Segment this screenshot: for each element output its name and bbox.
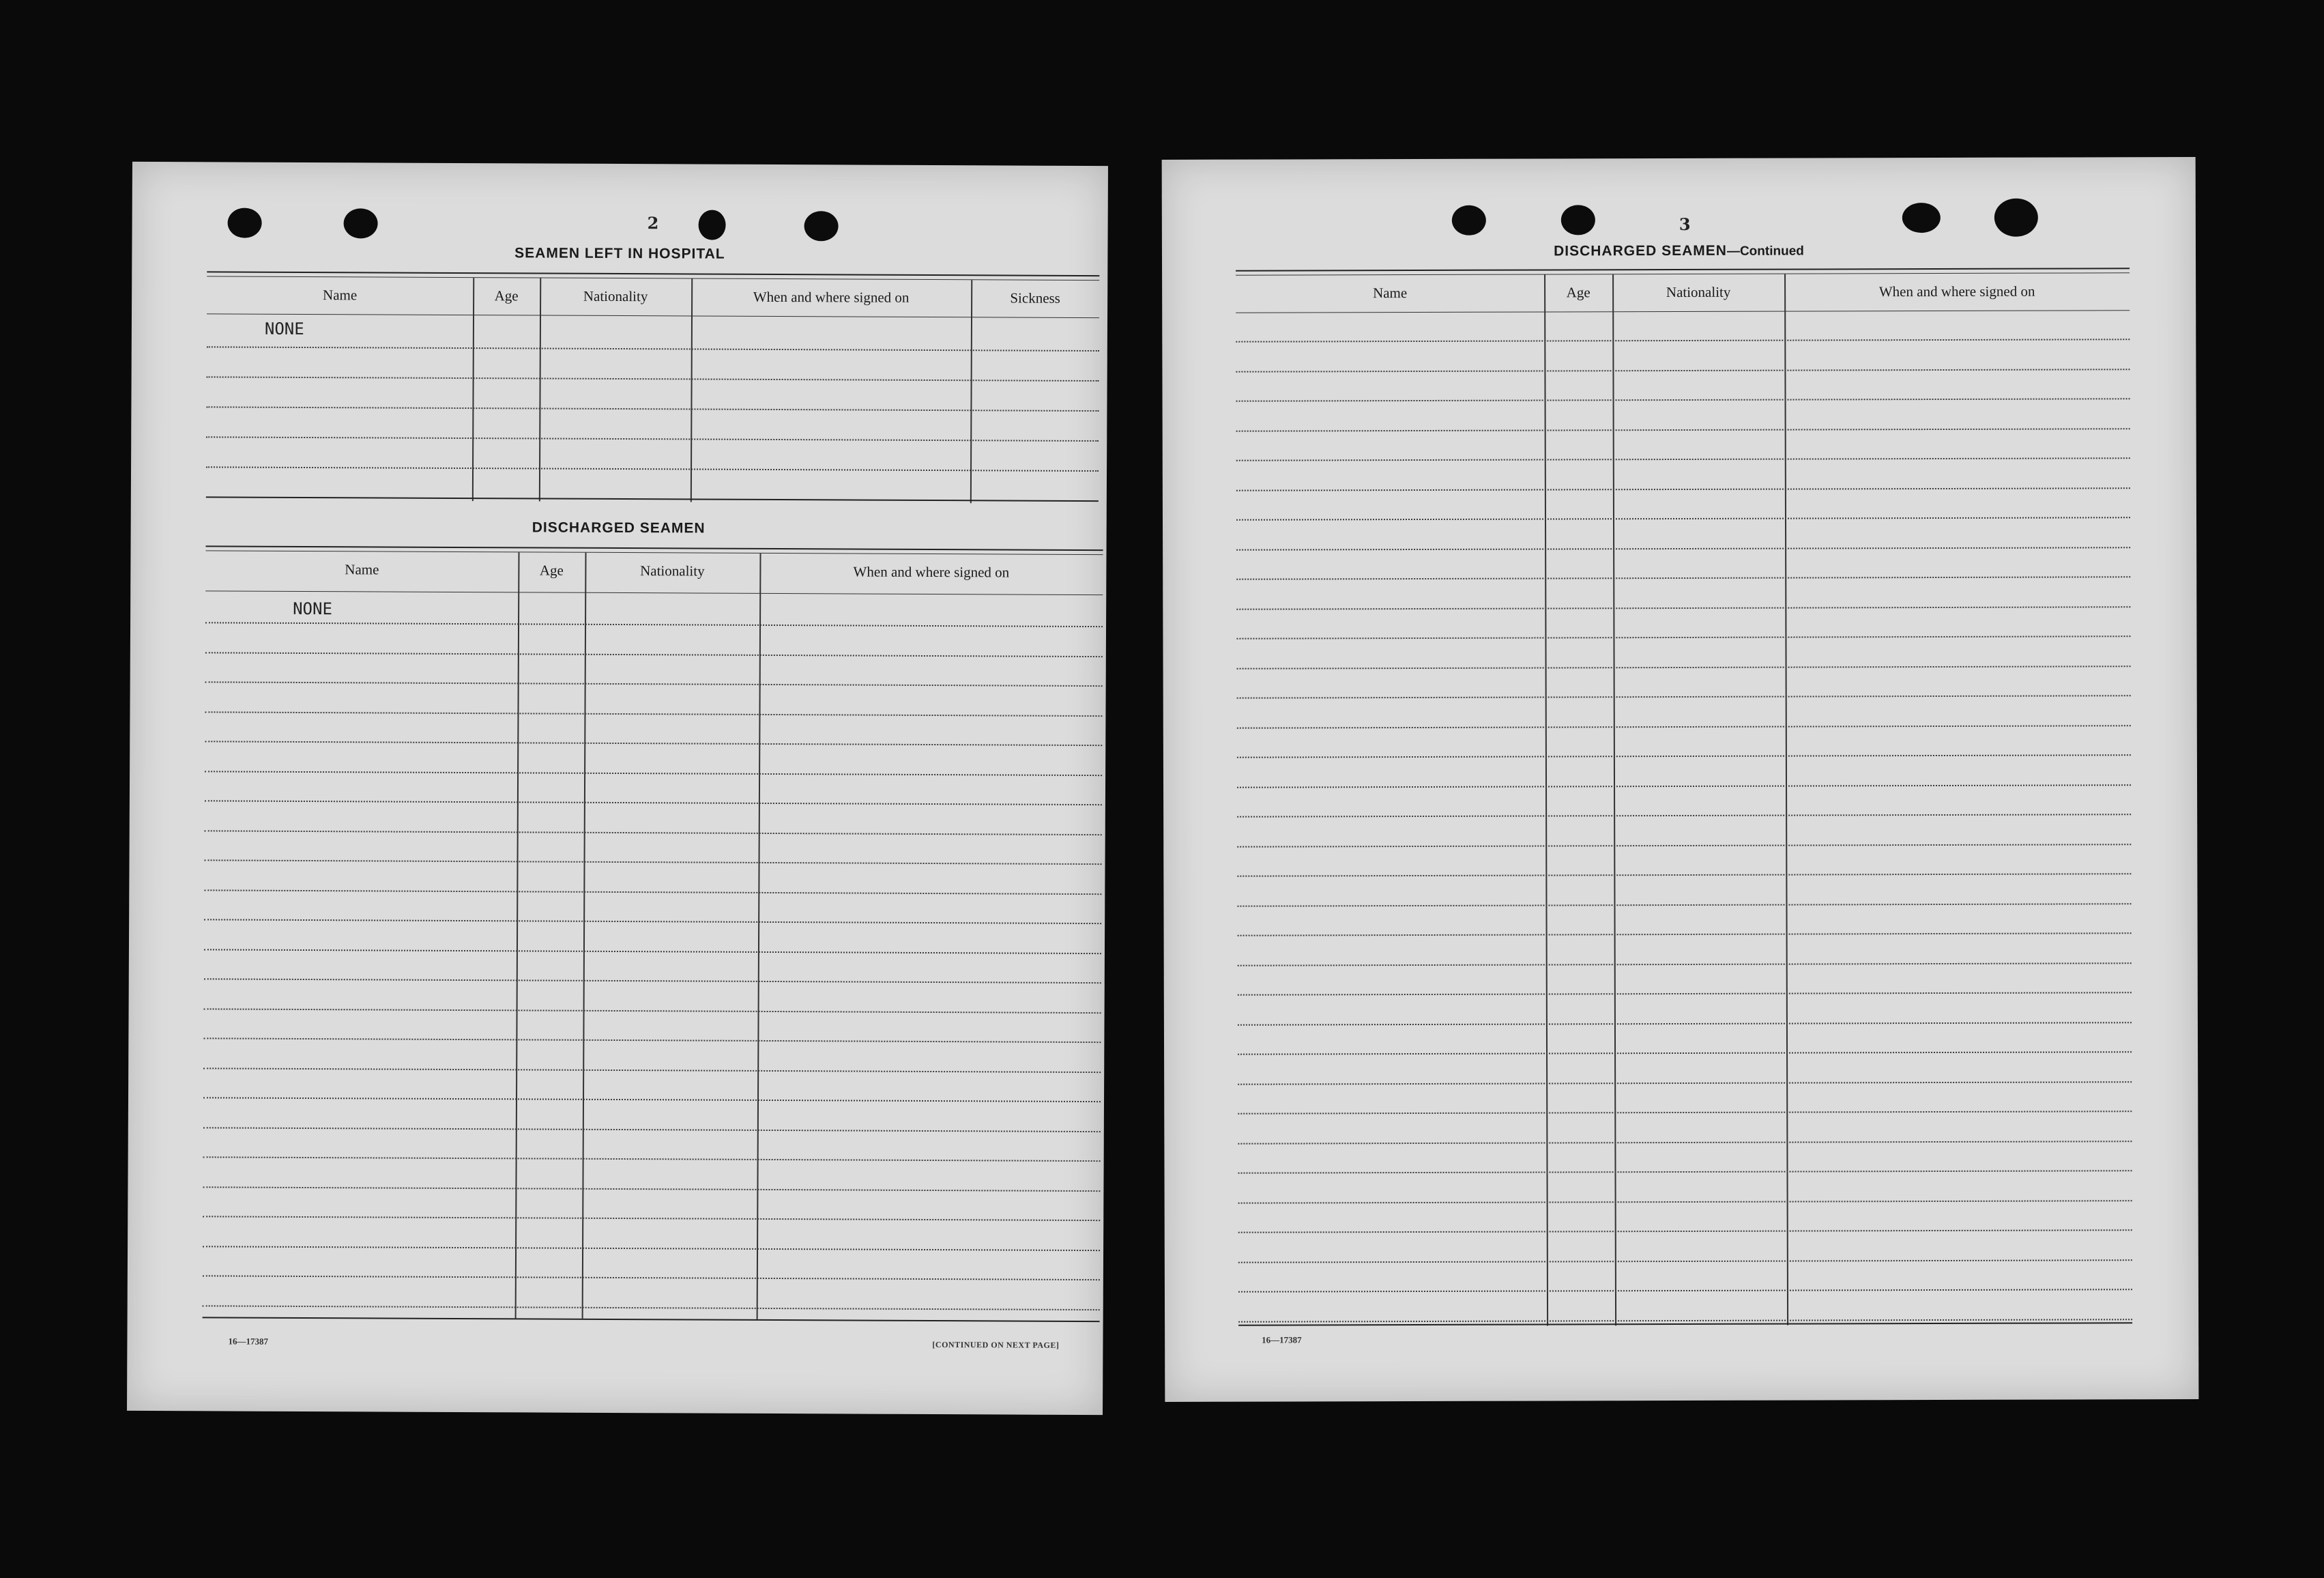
ledger-row-line xyxy=(1238,1022,2132,1025)
column-header-nationality: Nationality xyxy=(640,562,705,579)
ledger-row-line xyxy=(1237,725,2131,728)
ledger-row-line xyxy=(205,681,1103,687)
ledger-row-line xyxy=(1236,369,2130,372)
ledger-row-line xyxy=(1237,695,2131,698)
section-title-discharged: DISCHARGED SEAMEN xyxy=(532,519,706,536)
ledger-row-line xyxy=(204,919,1101,924)
ledger-row-line xyxy=(1238,1200,2132,1203)
column-header-age: Age xyxy=(1566,284,1591,301)
ledger-row-line xyxy=(1236,339,2130,342)
ledger-row-line xyxy=(205,652,1103,657)
punch-hole xyxy=(1452,205,1486,235)
section-title-discharged-continued xyxy=(1162,242,2196,261)
ledger-row-line xyxy=(205,830,1102,835)
ledger-row-line xyxy=(204,949,1101,954)
ledger-row-line xyxy=(203,1037,1101,1043)
ledger-row-line xyxy=(203,1156,1101,1162)
ledger-row-line xyxy=(1238,1289,2132,1292)
ledger-row-line xyxy=(1237,873,2131,876)
column-header-nationality: Nationality xyxy=(583,287,648,305)
ledger-row-line xyxy=(1238,932,2132,936)
punch-hole xyxy=(228,207,262,238)
ledger-row-line xyxy=(1238,1229,2132,1233)
ledger-row-line xyxy=(1236,576,2130,579)
column-header-signed-on: When and where signed on xyxy=(853,563,1010,581)
ledger-row-line xyxy=(203,1127,1101,1132)
hospital-entry-name: NONE xyxy=(264,319,304,339)
ledger-row-line xyxy=(205,859,1102,865)
punch-hole xyxy=(1994,199,2038,237)
ledger-row-line xyxy=(1237,844,2131,847)
section-title-main: DISCHARGED SEAMEN xyxy=(1554,242,1727,259)
page-number: 3 xyxy=(1679,214,1691,235)
ledger-row-line xyxy=(1236,428,2130,431)
discharged-entry-name: NONE xyxy=(293,599,333,619)
column-header-signed-on: When and where signed on xyxy=(1878,283,2035,300)
ledger-row-line xyxy=(1236,635,2130,639)
ledger-row-line xyxy=(1238,1081,2132,1085)
ledger-row-line xyxy=(1237,665,2131,669)
ledger-row-line xyxy=(1236,457,2130,461)
discharged-ledger xyxy=(203,545,1103,1324)
form-code: 16—17387 xyxy=(228,1336,268,1347)
ledger-row-line xyxy=(203,1246,1100,1251)
ledger-row-line xyxy=(1238,1110,2132,1114)
column-header-age: Age xyxy=(539,562,564,579)
ledger-row-line xyxy=(1238,1141,2132,1144)
ledger-row-line xyxy=(1237,814,2131,817)
ledger-row-line xyxy=(1238,992,2132,995)
right-page xyxy=(1162,157,2199,1402)
ledger-row-line xyxy=(203,1067,1101,1073)
continued-note: [CONTINUED ON NEXT PAGE] xyxy=(932,1340,1060,1350)
punch-hole xyxy=(1561,205,1595,235)
section-title-suffix: —Continued xyxy=(1726,244,1804,259)
form-code: 16—17387 xyxy=(1262,1334,1302,1345)
left-page xyxy=(127,162,1108,1415)
column-header-signed-on: When and where signed on xyxy=(753,288,910,306)
section-title-hospital: SEAMEN LEFT IN HOSPITAL xyxy=(514,245,725,262)
ledger-row-line xyxy=(203,1097,1101,1102)
ledger-row-line xyxy=(1238,1051,2132,1055)
page-number: 2 xyxy=(647,213,659,233)
ledger-row-line xyxy=(203,1275,1100,1280)
punch-hole xyxy=(1902,203,1941,233)
ledger-row-line xyxy=(203,1216,1100,1221)
ledger-row-line xyxy=(205,771,1102,776)
punch-hole xyxy=(344,208,378,238)
ledger-row-line xyxy=(203,1305,1100,1310)
ledger-row-line xyxy=(1236,398,2130,401)
ledger-row-line xyxy=(1237,903,2131,906)
column-header-name: Name xyxy=(323,287,358,304)
hospital-ledger xyxy=(206,271,1099,504)
column-header-name: Name xyxy=(1373,285,1408,302)
column-header-age: Age xyxy=(494,287,519,304)
ledger-row-line xyxy=(204,978,1101,984)
ledger-row-line xyxy=(1237,754,2131,758)
discharged-continued-ledger xyxy=(1236,268,2132,1331)
ledger-row-line xyxy=(1237,784,2131,788)
ledger-row-line xyxy=(1236,606,2130,609)
column-header-nationality: Nationality xyxy=(1666,283,1731,301)
ledger-row-line xyxy=(204,1008,1101,1014)
punch-hole xyxy=(699,210,726,240)
ledger-row-line xyxy=(205,711,1102,717)
column-header-sickness: Sickness xyxy=(1010,289,1060,306)
ledger-row-line xyxy=(1238,1259,2132,1263)
ledger-row-line xyxy=(1236,517,2130,520)
ledger-row-line xyxy=(1236,547,2130,550)
ledger-row-line xyxy=(1238,962,2132,966)
column-header-name: Name xyxy=(345,561,379,578)
punch-hole xyxy=(804,211,839,241)
ledger-row-line xyxy=(1236,487,2130,491)
ledger-row-line xyxy=(205,622,1103,627)
ledger-row-line xyxy=(1238,1319,2132,1322)
ledger-row-line xyxy=(204,889,1101,895)
ledger-row-line xyxy=(203,1186,1100,1192)
ledger-row-line xyxy=(1238,1170,2132,1173)
ledger-row-line xyxy=(205,800,1102,805)
ledger-row-line xyxy=(205,741,1102,746)
